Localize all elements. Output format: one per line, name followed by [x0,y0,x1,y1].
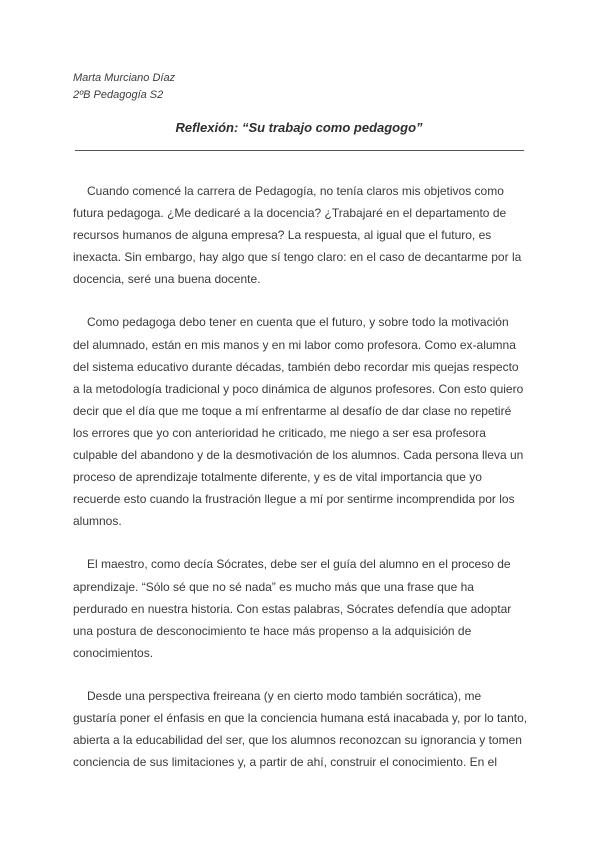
document-title: Reflexión: “Su trabajo como pedagogo” [175,120,423,135]
paragraph-line: Cuando comencé la carrera de Pedagogía, no tenía claros mis objetivos como [87,184,504,198]
paragraph-line: del sistema educativo durante décadas, también debo recordar mis quejas respecto [73,359,519,374]
paragraph [73,180,525,290]
paragraph-line: alumnos. [73,514,122,529]
author-name: Marta Murciano Díaz [73,72,176,84]
paragraph-line: culpable del abandono y de la desmotivación de los alumnos. Cada persona lleva un [73,448,524,463]
paragraph-line: futura pedagoga. ¿Me dedicaré a la docencia? ¿Trabajaré en el departamento de [73,206,507,221]
paragraph [73,311,525,532]
paragraph-line: decir que el día que me toque a mí enfrentarme al desafío de dar clase no repetiré [73,403,512,418]
paragraph-line: gustaría poner el énfasis en que la conciencia humana está inacabada y, por lo tanto, [73,710,528,725]
author-block [73,70,175,104]
paragraph-line: del alumnado, están en mis manos y en mi labor como profesora. Como ex-alumna [73,337,516,352]
paragraph [73,685,528,773]
paragraph-line: El maestro, como decía Sócrates, debe ser el guía del alumno en el proceso de [87,557,511,572]
title-divider [75,150,524,151]
paragraph-line: conocimientos. [73,645,154,660]
paragraph-line: recuerde esto cuando la frustración llegue a mí por sentirme incomprendida por los [73,492,515,507]
document-body [73,180,528,794]
paragraph-line: conciencia de sus limitaciones y, a partir de ahí, construir el conocimiento. En el [73,755,497,770]
paragraph-line: proceso de aprendizaje totalmente diferente, y es de vital importancia que yo [73,470,482,485]
paragraph-line: a la metodología tradicional y poco dinámica de algunos profesores. Con esto quiero [73,381,524,396]
paragraph [73,553,525,663]
paragraph-line: abierta a la educabilidad del ser, que los alumnos reconozcan su ignorancia y tomen [73,733,522,748]
paragraph-line: inexacta. Sin embargo, hay algo que sí tengo claro: en el caso de decantarme por la [73,250,522,265]
paragraph-line: recursos humanos de alguna empresa? La respuesta, al igual que el futuro, es [73,228,492,243]
paragraph-line: docencia, seré una buena docente. [73,272,261,287]
paragraph-line: aprendizaje. “Sólo sé que no sé nada” es mucho más que una frase que ha [73,579,474,594]
paragraph-line: Desde una perspectiva freireana (y en cierto modo también socrática), me [87,688,482,703]
paragraph-line: una postura de desconocimiento te hace más propenso a la adquisición de [73,623,472,638]
paragraph-line: Como pedagoga debo tener en cuenta que el futuro, y sobre todo la motivación [87,315,509,330]
paragraph-line: los errores que yo con anterioridad he criticado, me niego a ser esa profesora [73,425,486,440]
paragraph-line: perdurado en nuestra historia. Con estas palabras, Sócrates defendía que adoptar [73,601,512,616]
course-label: 2ºB Pedagogía S2 [73,89,164,101]
